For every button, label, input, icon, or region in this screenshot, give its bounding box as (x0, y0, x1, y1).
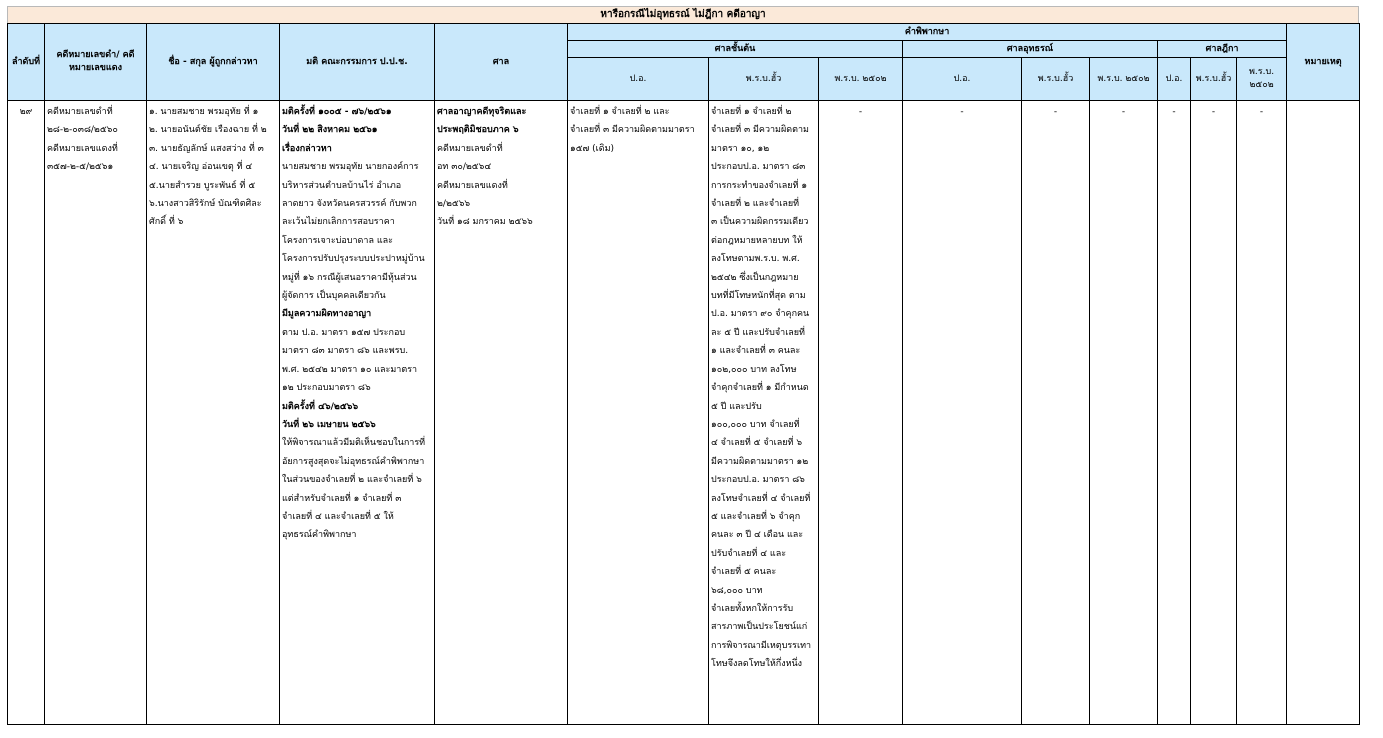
first-pa-line: ๑๕๗ (เดิม) (570, 143, 615, 154)
header-supreme-prb-hua: พ.ร.บ.ฮั้ว (1191, 58, 1237, 101)
first-prb-hua-line: จำเลยที่ ๑ จำเลยที่ ๒ (711, 107, 792, 117)
header-first-pa: ป.อ. (568, 58, 709, 101)
court-line: อท ๓๐/๒๕๖๔ (437, 162, 492, 173)
first-prb-hua-line: ๖๘,๐๐๐ บาท (711, 585, 763, 596)
first-prb-hua-line: การพิจารณามีเหตุบรรเทา (711, 640, 812, 651)
resolution-line: โครงการปรับปรุงระบบประปาหมู่บ้าน (282, 254, 425, 265)
resolution-line: มติครั้งที่ ๔๖/๒๕๖๖ (282, 401, 359, 412)
header-resolution: มติ คณะกรรมการ ป.ป.ช. (280, 24, 435, 101)
resolution-line: ตาม ป.อ. มาตรา ๑๕๗ ประกอบ (282, 327, 406, 338)
resolution-line: เรื่องกล่าวหา (282, 143, 332, 154)
first-prb-hua-line: ต่อกฎหมายหลายบท ให้ (711, 235, 803, 246)
resolution-line: ๑๒ ประกอบมาตรา ๘๖ (282, 383, 371, 394)
first-prb-hua-line: การกระทำของจำเลยที่ ๑ (711, 180, 808, 191)
first-prb-hua-line: จำเลยที่ ๓ มีความผิดตาม (711, 125, 809, 136)
header-names: ชื่อ - สกุล ผู้ถูกกล่าวหา (147, 24, 280, 101)
cell-appeal-prb-hua: - (1022, 101, 1090, 725)
first-prb-hua-line: จำเลยทั้งหกให้การรับ (711, 603, 794, 614)
first-prb-hua-line: ประกอบป.อ. มาตรา ๘๓ (711, 162, 806, 173)
case-no-line: คดีหมายเลขแดงที่ (47, 143, 118, 154)
accused-name: ๕.นายสำรวย บูระพันธ์ ที่ ๕ (149, 180, 256, 191)
header-appeal-court: ศาลอุทธรณ์ (903, 41, 1158, 58)
first-prb-hua-line: ละ ๕ ปี และปรับจำเลยที่ (711, 327, 805, 338)
resolution-line: แต่สำหรับจำเลยที่ ๑ จำเลยที่ ๓ (282, 493, 402, 504)
resolution-line: ลาดยาว จังหวัดนครสวรรค์ กับพวก (282, 199, 417, 210)
first-prb-hua-line: จำคุกจำเลยที่ ๑ มีกำหนด (711, 383, 809, 394)
case-no-line: ๓๕๗-๒-๕/๒๕๖๑ (47, 162, 114, 173)
header-case-no: คดีหมายเลขดำ/ คดีหมายเลขแดง (45, 24, 147, 101)
resolution-line: ให้พิจารณาแล้วมีมติเห็นชอบในการที่ (282, 438, 426, 449)
court-line: คดีหมายเลขแดงที่ (437, 180, 508, 191)
first-prb-hua-line: คนละ ๓ ปี ๔ เดือน และ (711, 530, 804, 541)
first-pa-line: จำเลยที่ ๓ มีความผิดตามมาตรา (570, 125, 695, 136)
first-prb-hua-line: ลงโทษตามพ.ร.บ. พ.ศ. (711, 254, 800, 265)
cell-case-no (45, 101, 147, 725)
court-line: วันที่ ๑๘ มกราคม ๒๕๖๖ (437, 217, 533, 228)
first-prb-hua-line: ๒๕๔๒ ซึ่งเป็นกฎหมาย (711, 272, 799, 283)
cell-supreme-prb-2502: - (1237, 101, 1287, 725)
first-prb-hua-line: ๕ และจำเลยที่ ๖ จำคุก (711, 511, 801, 522)
header-supreme-prb-2502-line1: พ.ร.บ. (1249, 67, 1275, 77)
header-remark: หมายเหตุ (1287, 24, 1360, 101)
resolution-line: อัยการสูงสุดจะไม่อุทธรณ์คำพิพากษา (282, 456, 425, 467)
accused-name: ศักดิ์ ที่ ๖ (149, 217, 184, 228)
header-judgment: คำพิพากษา (568, 24, 1287, 41)
resolution-line: จำเลยที่ ๔ และจำเลยที่ ๕ ให้ (282, 511, 394, 522)
resolution-line: โครงการเจาะบ่อบาดาล และ (282, 235, 393, 246)
first-prb-hua-line: โทษจึงลดโทษให้กึ่งหนึ่ง (711, 659, 803, 670)
resolution-line: พ.ศ. ๒๕๔๒ มาตรา ๑๐ และมาตรา (282, 364, 418, 375)
header-supreme-court: ศาลฎีกา (1158, 41, 1287, 58)
accused-name: ๔. นายเจริญ อ่อนเขตุ ที่ ๔ (149, 162, 253, 173)
cell-first-prb-2502: - (819, 101, 903, 725)
document-title: หารือกรณีไม่อุทธรณ์ ไม่ฎีกา คดีอาญา (7, 6, 1359, 23)
case-no-line: ๒๘-๒-๐๓๘/๒๕๖๐ (47, 125, 118, 136)
resolution-line: นายสมชาย พรมอุทัย นายกองค์การ (282, 162, 419, 173)
cell-appeal-prb-2502: - (1090, 101, 1158, 725)
first-prb-hua-line: จำเลยที่ ๒ และจำเลยที่ (711, 199, 800, 210)
first-prb-hua-line: ๔ จำเลยที่ ๕ จำเลยที่ ๖ (711, 438, 803, 449)
header-appeal-pa: ป.อ. (903, 58, 1022, 101)
first-prb-hua-line: ๕ ปี และปรับ (711, 401, 762, 412)
header-supreme-prb-2502 (1237, 58, 1287, 101)
header-no: ลำดับที่ (8, 24, 45, 101)
cell-first-pa (568, 101, 709, 725)
resolution-line: ละเว้นไม่ยกเลิกการสอบราคา (282, 217, 395, 228)
cell-names (147, 101, 280, 725)
first-prb-hua-line: ลงโทษจำเลยที่ ๔ จำเลยที่ (711, 493, 811, 504)
cell-first-prb-hua (709, 101, 819, 725)
resolution-line: วันที่ ๒๖ เมษายน ๒๕๖๖ (282, 419, 376, 430)
cell-court (435, 101, 568, 725)
first-prb-hua-line: ประกอบป.อ. มาตรา ๘๖ (711, 475, 805, 486)
cell-supreme-prb-hua: - (1191, 101, 1237, 725)
accused-name: ๒. นายอนันต์ชัย เรืองฉาย ที่ ๒ (149, 125, 267, 136)
header-first-prb-2502: พ.ร.บ. ๒๕๐๒ (819, 58, 903, 101)
court-line: ศาลอาญาคดีทุจริตและ (437, 107, 527, 117)
court-line: ๒/๒๕๖๖ (437, 199, 471, 210)
first-prb-hua-line: บทที่มีโทษหนักที่สุด ตาม (711, 291, 806, 302)
header-appeal-prb-2502: พ.ร.บ. ๒๕๐๒ (1090, 58, 1158, 101)
resolution-line: บริหารส่วนตำบลบ้านไร่ อำเภอ (282, 180, 402, 191)
first-prb-hua-line: สารภาพเป็นประโยชน์แก่ (711, 622, 808, 633)
header-court: ศาล (435, 24, 568, 101)
first-prb-hua-line: ป.อ. มาตรา ๙๐ จำคุกคน (711, 309, 810, 320)
header-supreme-prb-2502-line2: ๒๕๐๒ (1249, 80, 1274, 90)
cell-no: ๒๙ (8, 101, 45, 725)
first-prb-hua-line: มาตรา ๑๐, ๑๒ (711, 143, 770, 154)
accused-name: ๓. นายธัญลักษ์ แสงสว่าง ที่ ๓ (149, 143, 264, 154)
cell-appeal-pa: - (903, 101, 1022, 725)
first-prb-hua-line: ๑๐๒,๐๐๐ บาท ลงโทษ (711, 364, 797, 375)
first-prb-hua-line: จำเลยที่ ๕ คนละ (711, 567, 777, 578)
case-no-line: คดีหมายเลขดำที่ (47, 107, 113, 117)
document-page (7, 6, 1359, 728)
case-table (7, 23, 1360, 725)
resolution-line: ผู้จัดการ เป็นบุคคลเดียวกัน (282, 291, 386, 302)
header-supreme-pa: ป.อ. (1158, 58, 1191, 101)
header-appeal-prb-hua: พ.ร.บ.ฮั้ว (1022, 58, 1090, 101)
first-prb-hua-line: ๑๐๐,๐๐๐ บาท จำเลยที่ (711, 419, 800, 430)
accused-name: ๑. นายสมชาย พรมอุทัย ที่ ๑ (149, 107, 259, 117)
first-prb-hua-line: ปรับจำเลยที่ ๔ และ (711, 548, 787, 559)
resolution-line: มาตรา ๘๓ มาตรา ๘๖ และพรบ. (282, 346, 409, 357)
accused-name: ๖.นางสาวสิริรักษ์ บัณฑิตศิละ (149, 199, 262, 210)
first-prb-hua-line: ๑ และจำเลยที่ ๓ คนละ (711, 346, 801, 357)
court-line: คดีหมายเลขดำที่ (437, 143, 503, 154)
cell-resolution (280, 101, 435, 725)
resolution-line: ในส่วนของจำเลยที่ ๒ และจำเลยที่ ๖ (282, 475, 422, 486)
resolution-line: มีมูลความผิดทางอาญา (282, 309, 372, 320)
first-prb-hua-line: ๓ เป็นความผิดกรรมเดียว (711, 217, 809, 228)
header-first-court: ศาลชั้นต้น (568, 41, 903, 58)
resolution-line: มติครั้งที่ ๑๐๐๕ - ๗๖/๒๕๖๑ (282, 107, 392, 117)
court-line: ประพฤติมิชอบภาค ๖ (437, 125, 519, 136)
table-row (8, 101, 1360, 725)
cell-remark (1287, 101, 1360, 725)
first-prb-hua-line: มีความผิดตามมาตรา ๑๒ (711, 456, 809, 467)
header-first-prb-hua: พ.ร.บ.ฮั้ว (709, 58, 819, 101)
resolution-line: อุทธรณ์คำพิพากษา (282, 530, 357, 541)
cell-supreme-pa: - (1158, 101, 1191, 725)
first-pa-line: จำเลยที่ ๑ จำเลยที่ ๒ และ (570, 107, 670, 117)
resolution-line: หมู่ที่ ๑๖ กรณีผู้เสนอราคามีหุ้นส่วน (282, 272, 417, 283)
resolution-line: วันที่ ๒๒ สิงหาคม ๒๕๖๑ (282, 125, 378, 136)
